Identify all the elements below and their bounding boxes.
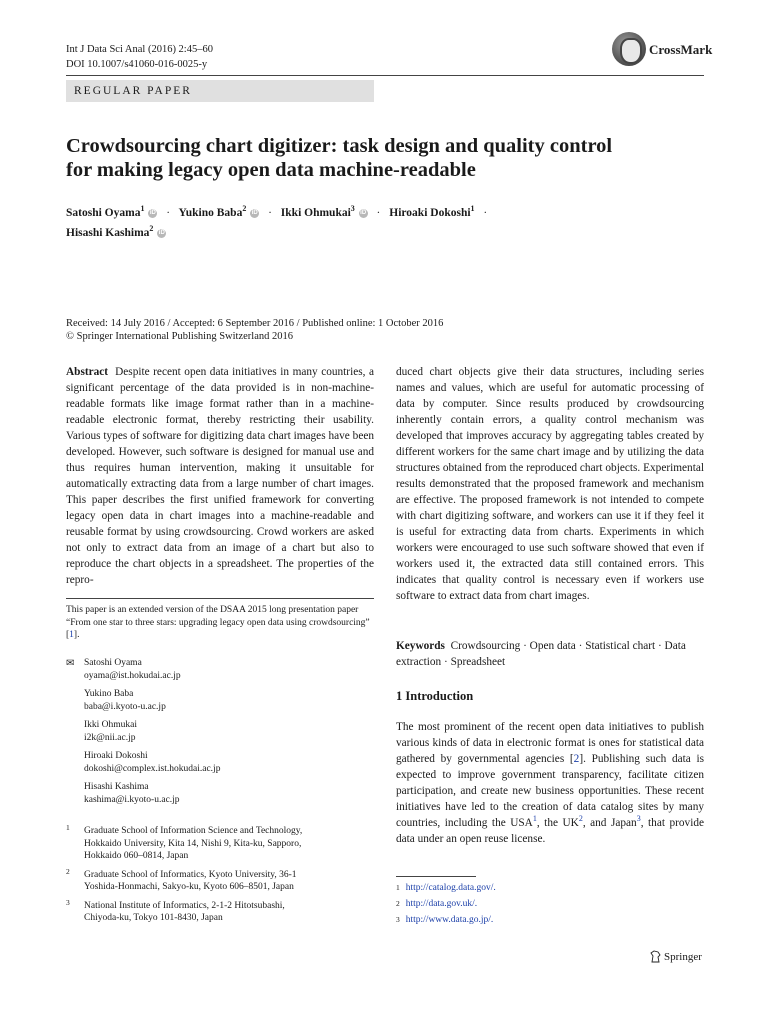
- contact-entry: [66, 657, 374, 682]
- abstract-right: duced chart objects give their data structures, including series names and values, which are useful for automatic processing of data by computer. Since results produced by crowdsourcing inherently contain errors, a quality control mechanism was developed that improves accuracy by aggregating tables created by different workers for the same chart image and by utilizing the data structures obtained from the reproduced chart objects. Experimental results demonstrated that the proposed framework and mechanism are effective. The proposed framework is not intended to compete with chart digitizing software, and workers can use it if they feel it is useful for extracting data from charts. Experiments in which workers were encouraged to use such software showed that even if workers used it, the extracted data still contained errors. This indicates that quality control is necessary even if workers use software to extract data from chart images.: [396, 366, 704, 602]
- contact-name: Yukino Baba: [84, 689, 134, 699]
- intro-text: , and Japan: [582, 817, 637, 829]
- footnote-url[interactable]: http://catalog.data.gov/.: [405, 883, 496, 893]
- crossmark-label: CrossMark: [649, 42, 713, 57]
- footnote-number: 2: [396, 899, 400, 908]
- contact-name: Ikki Ohmukai: [84, 720, 138, 730]
- affiliation-line: Graduate School of Information Science and Technology,: [84, 826, 303, 836]
- abstract-left: [66, 364, 374, 588]
- author-line-1: [66, 203, 706, 223]
- crossmark-badge[interactable]: [612, 32, 712, 68]
- abstract-text: Despite recent open data initiatives in many countries, a significant percentage of the data provided is in non-machine-readable formats like image format rather than in a machine-readable electronic format, thereby restricting their usability. Various types of software for digitizing data chart images have been developed. However, such software is designed for manual use and thus requires human intervention, making it unsuitable for automatically extracting data from a large number of chart images. This paper describes the first unified framework for converting legacy open data in chart images into a machine-readable and reusable format by using crowdsourcing. Crowd workers are asked not only to extract data from an image of a chart but also to reproduce the chart objects in a spreadsheet. The properties of the repro-: [66, 366, 374, 586]
- author-list: [66, 203, 706, 243]
- author-affiliation-mark: 1: [140, 204, 145, 214]
- footnote-url[interactable]: http://www.data.go.jp/.: [405, 915, 494, 925]
- author-separator: ·: [166, 207, 171, 219]
- journal-citation: Int J Data Sci Anal (2016) 2:45–60: [66, 44, 213, 55]
- author-name[interactable]: Ikki Ohmukai: [280, 207, 351, 219]
- contact-entry: [66, 688, 374, 713]
- copyright-line: © Springer International Publishing Switzerland 2016: [66, 331, 293, 342]
- journal-header: [66, 42, 213, 72]
- footnote-link[interactable]: 1: [532, 814, 537, 824]
- section-heading-introduction: 1 Introduction: [396, 689, 474, 703]
- contact-entry: [66, 781, 374, 806]
- contact-email[interactable]: baba@i.kyoto-u.ac.jp: [84, 701, 166, 712]
- keywords: [396, 638, 704, 670]
- footnotes: [396, 880, 496, 928]
- affiliation-entry: [66, 897, 374, 925]
- keywords-text: Crowdsourcing · Open data · Statistical chart · Data extraction · Spreadsheet: [396, 640, 686, 668]
- affiliation-number: 3: [66, 897, 70, 907]
- footnote-link[interactable]: 3: [636, 814, 641, 824]
- contact-name: Satoshi Oyama: [84, 658, 142, 668]
- footnote-link[interactable]: 2: [578, 814, 583, 824]
- section-banner: REGULAR PAPER: [66, 80, 374, 102]
- paper-title: [66, 134, 696, 182]
- extended-version-note: [66, 604, 374, 642]
- note-text: This paper is an extended version of the DSAA 2015 long presentation paper “From one star to three stars: upgrading legacy open data using crowdsourcing” [: [66, 605, 370, 640]
- contact-email[interactable]: oyama@ist.hokudai.ac.jp: [84, 670, 181, 681]
- author-contacts: [66, 657, 374, 812]
- crossmark-icon: [612, 32, 646, 66]
- orcid-icon[interactable]: iD: [360, 209, 367, 216]
- contact-entry: [66, 719, 374, 744]
- footnote-item: [396, 896, 496, 912]
- intro-text: The most prominent of the recent open data initiatives to publish various kinds of data in electronic format is ones for statistical data gathered by governmental agencies [: [396, 721, 704, 765]
- author-name[interactable]: Hiroaki Dokoshi: [389, 207, 471, 219]
- author-name[interactable]: Yukino Baba: [178, 207, 243, 219]
- affiliations: [66, 825, 374, 931]
- keywords-heading: Keywords: [396, 640, 445, 652]
- affiliation-line: Chiyoda-ku, Tokyo 101-8430, Japan: [84, 913, 223, 923]
- affiliation-number: 1: [66, 823, 70, 832]
- intro-text: , the UK: [536, 817, 579, 829]
- envelope-icon: ✉: [66, 658, 75, 669]
- contact-entry: [66, 750, 374, 775]
- title-line-1: Crowdsourcing chart digitizer: task design and quality control: [66, 135, 613, 157]
- affiliation-line: Hokkaido 060–0814, Japan: [84, 851, 189, 861]
- publisher-name: Springer: [664, 950, 702, 963]
- publication-history: [66, 317, 443, 343]
- orcid-icon[interactable]: iD: [158, 229, 165, 236]
- author-line-2: [66, 223, 706, 243]
- affiliation-number: 2: [66, 866, 70, 876]
- author-separator: ·: [376, 207, 381, 219]
- affiliation-line: Hokkaido University, Kita 14, Nishi 9, Kita-ku, Sapporo,: [84, 838, 302, 849]
- doi[interactable]: DOI 10.1007/s41060-016-0025-y: [66, 59, 208, 70]
- footnote-number: 3: [396, 915, 400, 924]
- dates-line: Received: 14 July 2016 / Accepted: 6 September 2016 / Published online: 1 October 2016: [66, 318, 444, 329]
- footnote-item: [396, 912, 496, 928]
- intro-text: ]. Publishing such data is expected to improve government transparency, facilitate citizen participation, and create new business opportunities. These recent initiatives have led to the creation of data catalog sites by many countries, including the USA: [396, 753, 704, 829]
- contact-email[interactable]: dokoshi@complex.ist.hokudai.ac.jp: [84, 763, 221, 774]
- affiliation-entry: [66, 866, 374, 894]
- author-separator: ·: [268, 207, 272, 219]
- footnote-item: [396, 880, 496, 896]
- publisher-logo: [650, 950, 702, 963]
- affiliation-entry: [66, 825, 374, 863]
- contact-name: Hisashi Kashima: [84, 782, 149, 792]
- affiliation-line: Graduate School of Informatics, Kyoto University, 36-1: [84, 869, 297, 880]
- author-name[interactable]: Satoshi Oyama: [66, 207, 141, 219]
- abstract-heading: Abstract: [66, 366, 109, 378]
- title-line-2: for making legacy open data machine-readable: [66, 159, 476, 181]
- author-affiliation-mark: 1: [470, 204, 475, 214]
- orcid-icon[interactable]: iD: [149, 209, 156, 216]
- author-separator: ·: [483, 207, 488, 219]
- note-text: ].: [73, 630, 80, 640]
- intro-text: , that provide data under an open reuse license.: [396, 817, 704, 845]
- footnote-url[interactable]: http://data.gov.uk/.: [405, 899, 478, 909]
- contact-email[interactable]: kashima@i.kyoto-u.ac.jp: [84, 794, 180, 805]
- springer-horse-icon: [650, 950, 661, 963]
- footnote-number: 1: [396, 883, 400, 892]
- orcid-icon[interactable]: iD: [251, 209, 258, 216]
- note-divider: [66, 598, 374, 599]
- footnote-divider: [396, 876, 476, 877]
- author-affiliation-mark: 2: [242, 204, 247, 214]
- contact-email[interactable]: i2k@nii.ac.jp: [84, 732, 136, 743]
- author-affiliation-mark: 2: [149, 224, 154, 234]
- contact-name: Hiroaki Dokoshi: [84, 751, 148, 761]
- author-affiliation-mark: 3: [350, 204, 355, 214]
- affiliation-line: Yoshida-Honmachi, Sakyo-ku, Kyoto 606–8501, Japan: [84, 882, 294, 892]
- introduction-paragraph: [396, 719, 704, 847]
- author-name[interactable]: Hisashi Kashima: [66, 227, 150, 239]
- citation-link[interactable]: 2: [573, 753, 580, 765]
- citation-link[interactable]: 1: [69, 630, 74, 640]
- header-divider: [66, 75, 704, 76]
- affiliation-line: National Institute of Informatics, 2-1-2 Hitotsubashi,: [84, 900, 285, 911]
